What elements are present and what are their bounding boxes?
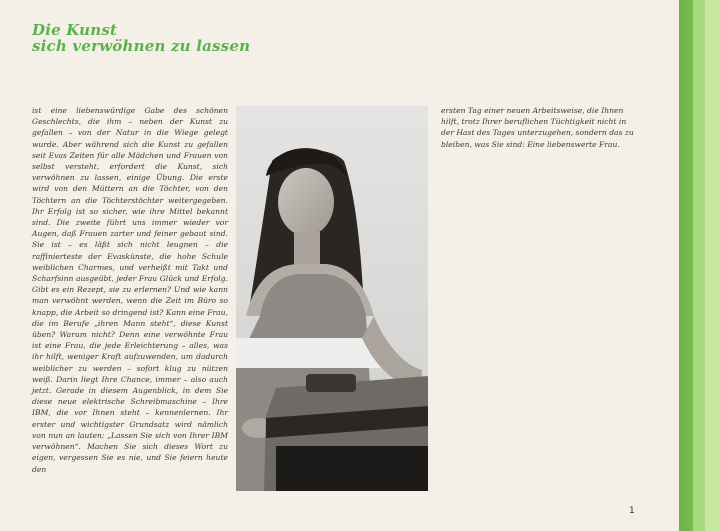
right-text-column xyxy=(441,105,641,150)
left-column-text: ist eine liebenswürdige Gabe des schönen Geschlechts, die ihm – neben der Kunst zu gefallen – von der Natur in die Wiege gelegt wurde. Aber während sich die Kunst zu gefallen seit Evas Zeiten für alle Mädchen und Frauen von selbst versteht, erfordert die Kunst, sich verwöhnen zu lassen, einige Übung. Die erste wird von den Müttern an die Töchter, von den Töchtern an die Töchterstöchter weitergegeben. Ihr Erfolg ist so sicher, wie ihre Mittel bekannt sind. Die zweite führt uns immer wieder vor Augen, daß Frauen zarter und feiner gebaut sind. Sie ist – es läßt sich nicht leugnen – die raffinierteste der Evaskünste, die hohe Schule weiblichen Charmes, und verheißt mit Takt und Scharfsinn ausgeübt, jeder Frau Glück und Erfolg. Gibt es ein Rezept, sie zu erlernen? Und wie kann man verwöhnt werden, wenn die Zeit im Büro so knapp, die Arbeit so dringend ist? Kann eine Frau, die im Berufe „ihren Mann steht“, diese Kunst üben? Warum nicht? Denn eine verwöhnte Frau ist eine Frau, die jede Erleichterung – alles, was ihr hilft, weniger Kraft aufzuwenden, um dadurch weiblicher zu werden – sofort klug zu nützen weiß. Darin liegt Ihre Chance, immer – also auch jetzt. Gerade in diesem Augenblick, in dem Sie diese neue elektrische Schreibmaschine – Ihre IBM, die vor Ihnen steht – kennenlernen. Ihr erster und wichtigster Grundsatz wird nämlich von nun an lauten: „Lassen Sie sich von Ihrer IBM verwöhnen“. Machen Sie sich dieses Wort zu eigen, vergessen Sie es nie, und Sie feiern heute den xyxy=(32,106,228,474)
title-line-2: sich verwöhnen zu lassen xyxy=(32,37,251,55)
green-tab-divider-light xyxy=(705,0,719,531)
right-column-text: ersten Tag einer neuen Arbeitsweise, die Ihnen hilft, trotz Ihrer beruflichen Tüchtigkeit nicht in der Hast des Tages unterzugehen, sondern das zu bleiben, was Sie sind: Eine liebenswerte Frau. xyxy=(441,106,634,149)
left-text-column xyxy=(32,105,228,475)
title-line-1: Die Kunst xyxy=(32,21,118,39)
page-number: 1 xyxy=(629,506,635,516)
page-title xyxy=(32,22,250,54)
woman-at-typewriter-photo xyxy=(236,106,428,491)
